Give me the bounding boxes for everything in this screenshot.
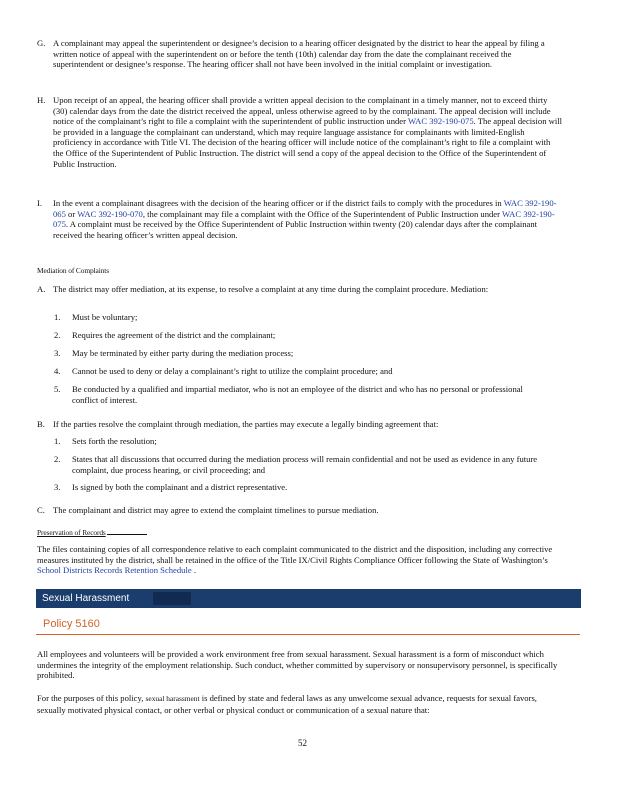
section-title: Sexual Harassment	[42, 593, 130, 604]
item-i	[37, 198, 562, 240]
harassment-paragraph-1: All employees and volunteers will be provided a work environment free from sexual harassment. Sexual harassment is a form of misconduct which undermines the integrity of the employment relationship. Such conduct, whether committed by supervisory or nonsupervisory personnel, is specifically prohibited.	[37, 649, 558, 681]
list-item: 1. Sets forth the resolution;	[54, 436, 157, 446]
list-item: 5. Be conducted by a qualified and impartial mediator, who is not an employee of the district and who has no personal or professional conflict of interest.	[54, 384, 523, 405]
item-h-letter: H.	[37, 95, 46, 105]
records-heading: Preservation of Records	[37, 527, 147, 539]
item-g-letter: G.	[37, 38, 46, 48]
list-item: 3. May be terminated by either party during the mediation process;	[54, 348, 294, 358]
policy-header	[36, 614, 580, 635]
mediation-item-b: B. If the parties resolve the complaint through mediation, the parties may execute a legally binding agreement that:	[37, 419, 439, 429]
item-i-text: In the event a complainant disagrees with the decision of the hearing officer or if the district fails to comply with the procedures in WAC 392-190-065 or WAC 392-190-070, the complainant may file a complaint with the Office of the Superintendent of Public Instruction under WAC 392-190-075. A complaint must be received by the Office Superintendent of Public Instruction within twenty (20) calendar days after the complainant received the hearing officer’s written appeal decision.	[53, 198, 557, 240]
policy-number: Policy 5160	[43, 618, 100, 630]
list-item: 3. Is signed by both the complainant and a district representative.	[54, 482, 288, 492]
wac-075-link[interactable]: WAC 392-190-075	[407, 116, 474, 127]
records-paragraph: The files containing copies of all correspondence relative to each complaint communicated to the district and the disposition, including any corrective measures instituted by the district, shall be retained in the office of the Title IX/Civil Rights Compliance Officer following the State of Washington’s School Districts Records Retention Schedule .	[37, 544, 553, 576]
item-h	[37, 95, 562, 169]
mediation-heading: Mediation of Complaints	[37, 266, 110, 275]
harassment-paragraph-2: For the purposes of this policy, sexual harassment is defined by state and federal laws as any unwelcome sexual advance, requests for sexual favors, sexually motivated physical contact, or other verbal or physical conduct or communication of a sexual nature that:	[37, 693, 537, 715]
section-title-bar	[36, 589, 581, 608]
item-g-text: A complainant may appeal the superintendent or designee’s decision to a hearing officer designated by the district to hear the appeal by filing a written notice of appeal with the superintendent on or before the tenth (10th) calendar day from the date the complainant received the superintendent or designee’s response. The hearing officer shall not have been involved in the initial complaint or investigation.	[53, 38, 545, 70]
bar-accent	[153, 592, 191, 605]
retention-schedule-link[interactable]: School Districts Records Retention Schedule	[37, 565, 192, 576]
mediation-item-a: A. The district may offer mediation, at its expense, to resolve a complaint at any time during the complaint procedure. Mediation:	[37, 284, 489, 294]
wac-070-link[interactable]: WAC 392-190-070	[77, 208, 143, 219]
list-item: 2. Requires the agreement of the district and the complainant;	[54, 330, 276, 340]
wac-075-link-2[interactable]: WAC 392-190-075	[53, 208, 555, 230]
page-number: 52	[298, 738, 307, 748]
wac-065-link[interactable]: WAC 392-190-065	[53, 198, 557, 219]
item-g	[37, 38, 562, 70]
defined-term: sexual harassment	[145, 694, 200, 703]
item-h-text: Upon receipt of an appeal, the hearing officer shall provide a written appeal decision to the complainant in a timely manner, not to exceed thirty (30) calendar days from the date the district received the appeal, unless otherwise agreed to by the complainant. The appeal decision will include notice of the complainant’s right to file a complaint with the superintendent of public instruction under WAC 392-190-075. The appeal decision will be provided in a language the complainant can understand, which may require language assistance for complainants with limited-English proficiency in accordance with Title VI. The decision of the hearing officer will include notice of the complainant’s right to file a complaint with the Office of the Superintendent of Public Instruction. The district will send a copy of the appeal decision to the Office of the Superintendent of Public Instruction.	[53, 95, 563, 169]
list-item: 2. States that all discussions that occurred during the mediation process will remain confidential and not be used as evidence in any future complaint, due process hearing, or civil proceeding; and	[54, 454, 538, 475]
list-item: 1. Must be voluntary;	[54, 312, 138, 322]
mediation-item-c: C. The complainant and district may agree to extend the complaint timelines to pursue mediation.	[37, 505, 379, 515]
item-i-letter: I.	[37, 198, 43, 208]
list-item: 4. Cannot be used to deny or delay a complainant’s right to utilize the complaint procedure; and	[54, 366, 393, 376]
